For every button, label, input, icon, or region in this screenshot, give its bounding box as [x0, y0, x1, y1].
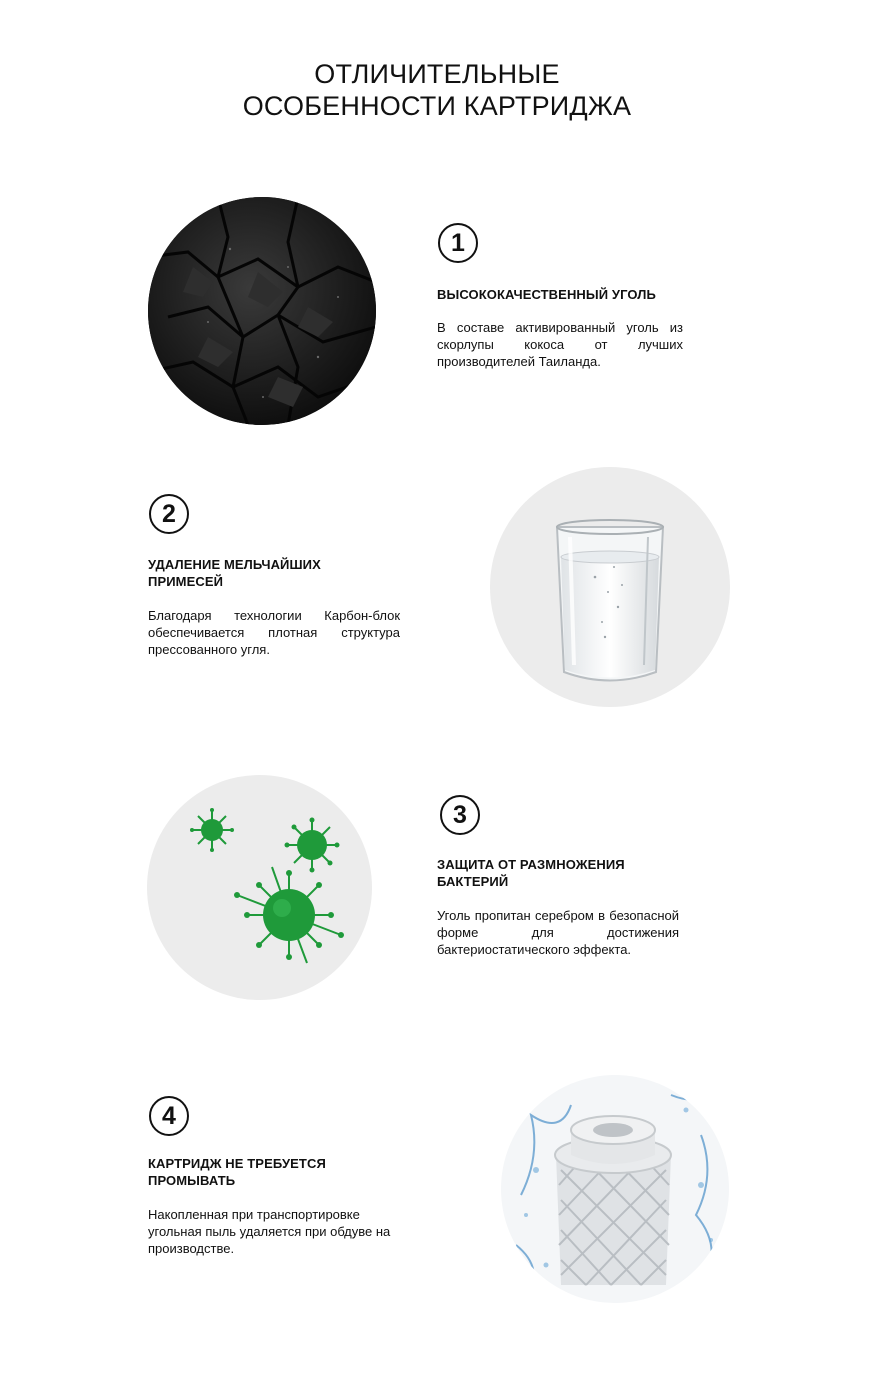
feature-text-4: Накопленная при транспортировке угольная пыль удаляется при обдуве на производстве. — [148, 1207, 391, 1256]
bacteria-image — [147, 775, 372, 1000]
charcoal-image — [148, 197, 376, 425]
page-title-line-2: ОСОБЕННОСТИ КАРТРИДЖА — [242, 91, 632, 121]
feature-number-1: 1 — [438, 223, 478, 263]
feature-number-4: 4 — [149, 1096, 189, 1136]
water-glass-image — [490, 467, 730, 707]
feature-text-1: В составе активированный уголь из скорлупы кокоса от лучших производителей Таиланда. — [437, 320, 683, 369]
feature-heading-4: КАРТРИДЖ НЕ ТРЕБУЕТСЯ ПРОМЫВАТЬ — [148, 1156, 326, 1188]
feature-heading-3: ЗАЩИТА ОТ РАЗМНОЖЕНИЯ БАКТЕРИЙ — [437, 857, 625, 889]
feature-heading-1: ВЫСОКОКАЧЕСТВЕННЫЙ УГОЛЬ — [437, 287, 656, 302]
page-title-line-1: ОТЛИЧИТЕЛЬНЫЕ — [314, 59, 560, 89]
filter-cartridge-image — [501, 1075, 729, 1303]
feature-text-2: Благодаря технологии Карбон-блок обеспечивается плотная структура прессованного угля. — [148, 608, 400, 657]
feature-text-3: Уголь пропитан серебром в безопасной форме для достижения бактериостатического эффекта. — [437, 908, 679, 957]
feature-number-2: 2 — [149, 494, 189, 534]
feature-number-3: 3 — [440, 795, 480, 835]
page-title — [0, 58, 874, 122]
feature-heading-2: УДАЛЕНИЕ МЕЛЬЧАЙШИХ ПРИМЕСЕЙ — [148, 557, 321, 589]
